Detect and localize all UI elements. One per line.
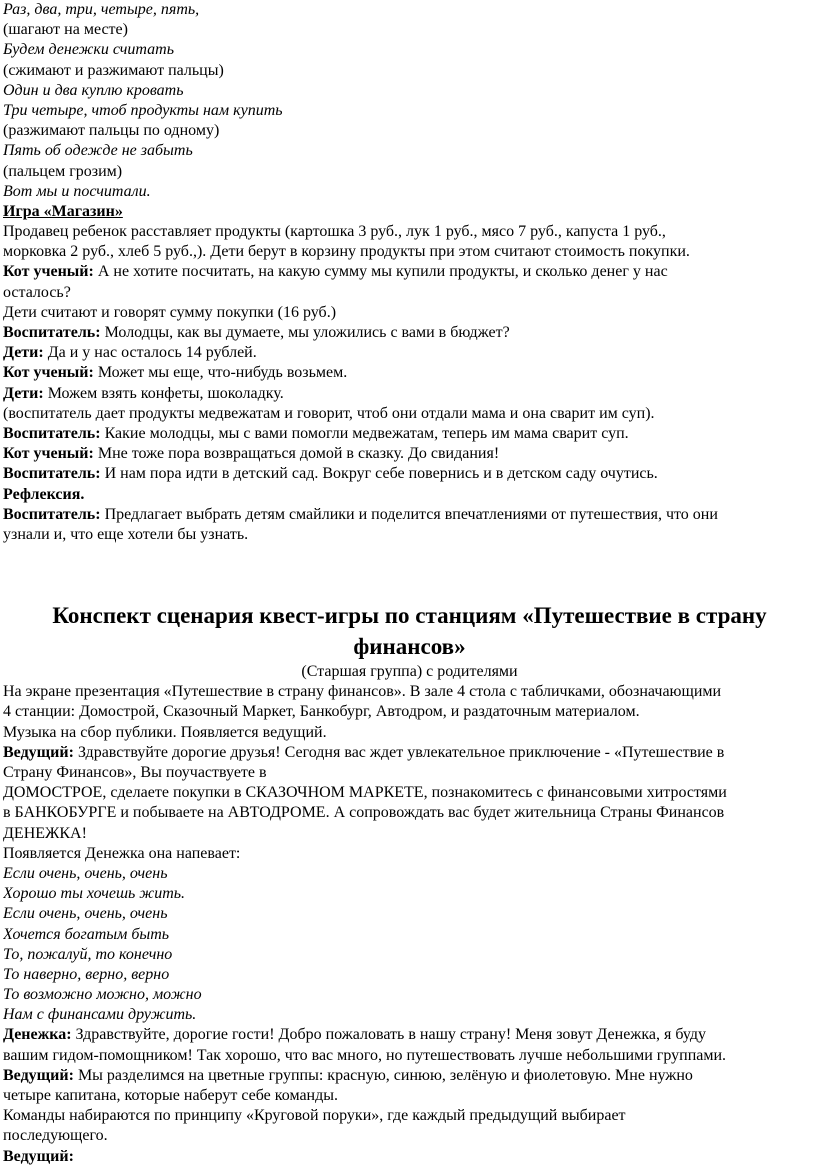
- quest-scenario-section: [3, 600, 816, 1167]
- speaker-label: Кот ученый:: [3, 364, 94, 382]
- song-line: То, пожалуй, то конечно: [3, 945, 173, 963]
- song-line: Если очень, очень, очень: [3, 905, 168, 923]
- speech-text: Здравствуйте дорогие друзья! Сегодня вас ждет увлекательное приключение - «Путешествие в: [73, 743, 725, 761]
- dialogue-line: вашим гидом-помощником! Так хорошо, что вас много, но путешествовать лучше небольшими группами.: [3, 1046, 727, 1064]
- speech-text: Предлагает выбрать детям смайлики и поделится впечатлениями от путешествия, что они: [100, 505, 718, 523]
- game-intro: Продавец ребенок расставляет продукты (картошка 3 руб., лук 1 руб., мясо 7 руб., капуста 1 руб.,: [3, 223, 666, 241]
- poem-stage-direction: (разжимают пальцы по одному): [3, 122, 220, 140]
- counting-poem: [3, 0, 816, 202]
- denezhka-song: [3, 864, 816, 1026]
- poem-stage-direction: (шагают на месте): [3, 21, 128, 39]
- dialogue-line: [3, 262, 816, 282]
- speech-text: Мы разделимся на цветные группы: красную, синюю, зелёную и фиолетовую. Мне нужно: [73, 1066, 693, 1084]
- speaker-label: Воспитатель:: [3, 424, 101, 442]
- speech-text: И нам пора идти в детский сад. Вокруг себе повернись и в детском саду очутись.: [100, 465, 658, 483]
- dialogue-line: узнали и, что еще хотели бы узнать.: [3, 525, 249, 543]
- dialogue-line: ДОМОСТРОЕ, сделаете покупки в СКАЗОЧНОМ МАРКЕТЕ, познакомитесь с финансовыми хитростями: [3, 784, 727, 802]
- game-intro: морковка 2 руб., хлеб 5 руб.,). Дети берут в корзину продукты при этом считают стоимость покупки.: [3, 243, 690, 261]
- dialogue-line: ДЕНЕЖКА!: [3, 824, 87, 842]
- dialogue-line: четыре капитана, которые наберут себе команды.: [3, 1087, 339, 1104]
- song-line: То наверно, верно, верно: [3, 965, 170, 983]
- section-spacer: [3, 545, 816, 600]
- speaker-label: Кот ученый:: [3, 263, 94, 281]
- speech-text: Мне тоже пора возвращаться домой в сказку. До свидания!: [93, 445, 500, 463]
- speech-text: Да и у нас осталось 14 рублей.: [43, 344, 257, 362]
- song-line: Нам с финансами дружить.: [3, 1006, 197, 1024]
- dialogue-line: [3, 505, 816, 525]
- speaker-label: Ведущий:: [3, 1066, 74, 1084]
- dialogue-line: [3, 743, 816, 763]
- poem-stage-direction: (пальцем грозим): [3, 162, 123, 180]
- speech-text: Молодцы, как вы думаете, мы уложились с вами в бюджет?: [100, 324, 510, 341]
- dialogue-line: [3, 1025, 816, 1045]
- dialogue-line: [3, 444, 816, 464]
- song-line: Если очень, очень, очень: [3, 864, 168, 882]
- speaker-label: Кот ученый:: [3, 445, 94, 463]
- dialogue-line: в БАНКОБУРГЕ и побываете на АВТОДРОМЕ. А сопровождать вас будет жительница Страны Финансов: [3, 804, 725, 822]
- speech-text: Здравствуйте, дорогие гости! Добро пожаловать в нашу страну! Меня зовут Денежка, я буду: [71, 1026, 707, 1044]
- game-shop-section: [3, 202, 816, 545]
- song-line: Хочется богатым быть: [3, 925, 170, 943]
- dialogue-line: [3, 424, 816, 444]
- dialogue-line: [3, 343, 816, 363]
- speech-text: Может мы еще, что-нибудь возьмем.: [93, 364, 348, 382]
- game-heading: Игра «Магазин»: [3, 202, 123, 220]
- poem-line: Пять об одежде не забыть: [3, 142, 193, 160]
- paragraph-line: На экране презентация «Путешествие в страну финансов». В зале 4 стола с табличками, обозначающими: [3, 683, 722, 701]
- narration-line: Дети считают и говорят сумму покупки (16 руб.): [3, 303, 337, 321]
- narration-line: Появляется Денежка она напевает:: [3, 844, 241, 862]
- dialogue-line: [3, 1147, 816, 1167]
- paragraph-line: Музыка на сбор публики. Появляется ведущий.: [3, 723, 327, 741]
- poem-stage-direction: (сжимают и разжимают пальцы): [3, 61, 224, 79]
- paragraph-line: Команды набираются по принципу «Круговой поруки», где каждый предыдущий выбирает: [3, 1107, 626, 1125]
- reflection-heading: Рефлексия.: [3, 485, 85, 503]
- poem-line: Раз, два, три, четыре, пять,: [3, 1, 200, 18]
- speech-text: Можем взять конфеты, шоколадку.: [43, 384, 284, 402]
- poem-line: Три четыре, чтоб продукты нам купить: [3, 101, 283, 119]
- speaker-label: Ведущий:: [3, 1147, 74, 1165]
- speaker-label: Воспитатель:: [3, 465, 101, 483]
- speaker-label: Ведущий:: [3, 743, 74, 761]
- dialogue-line: [3, 1066, 816, 1086]
- speaker-label: Дети:: [3, 384, 44, 402]
- section-title: финансов»: [353, 634, 466, 660]
- dialogue-line: [3, 363, 816, 383]
- paragraph-line: последующего.: [3, 1127, 108, 1145]
- section-subtitle: (Старшая группа) с родителями: [301, 663, 518, 681]
- poem-line: Будем денежки считать: [3, 41, 175, 59]
- dialogue-line: осталось?: [3, 283, 71, 301]
- dialogue-line: [3, 323, 816, 343]
- song-line: Хорошо ты хочешь жить.: [3, 885, 186, 903]
- speaker-label: Дети:: [3, 344, 44, 362]
- speaker-label: Воспитатель:: [3, 505, 101, 523]
- poem-line: Вот мы и посчитали.: [3, 182, 151, 200]
- speech-text: А не хотите посчитать, на какую сумму мы купили продукты, и сколько денег у нас: [93, 263, 668, 281]
- paragraph-line: 4 станции: Домострой, Сказочный Маркет, Банкобург, Автодром, и раздаточным материалом.: [3, 703, 640, 721]
- speaker-label: Денежка:: [3, 1026, 72, 1044]
- narration-line: (воспитатель дает продукты медвежатам и говорит, чтоб они отдали мама и она сварит им суп).: [3, 404, 655, 422]
- song-line: То возможно можно, можно: [3, 986, 202, 1004]
- speaker-label: Воспитатель:: [3, 324, 101, 341]
- speech-text: Какие молодцы, мы с вами помогли медвежатам, теперь им мама сварит суп.: [100, 424, 629, 442]
- dialogue-line: Страну Финансов», Вы поучаствуете в: [3, 764, 267, 781]
- dialogue-line: [3, 464, 816, 484]
- section-title: Конспект сценария квест-игры по станциям «Путешествие в страну: [52, 603, 767, 629]
- dialogue-line: [3, 384, 816, 404]
- poem-line: Один и два куплю кровать: [3, 81, 184, 99]
